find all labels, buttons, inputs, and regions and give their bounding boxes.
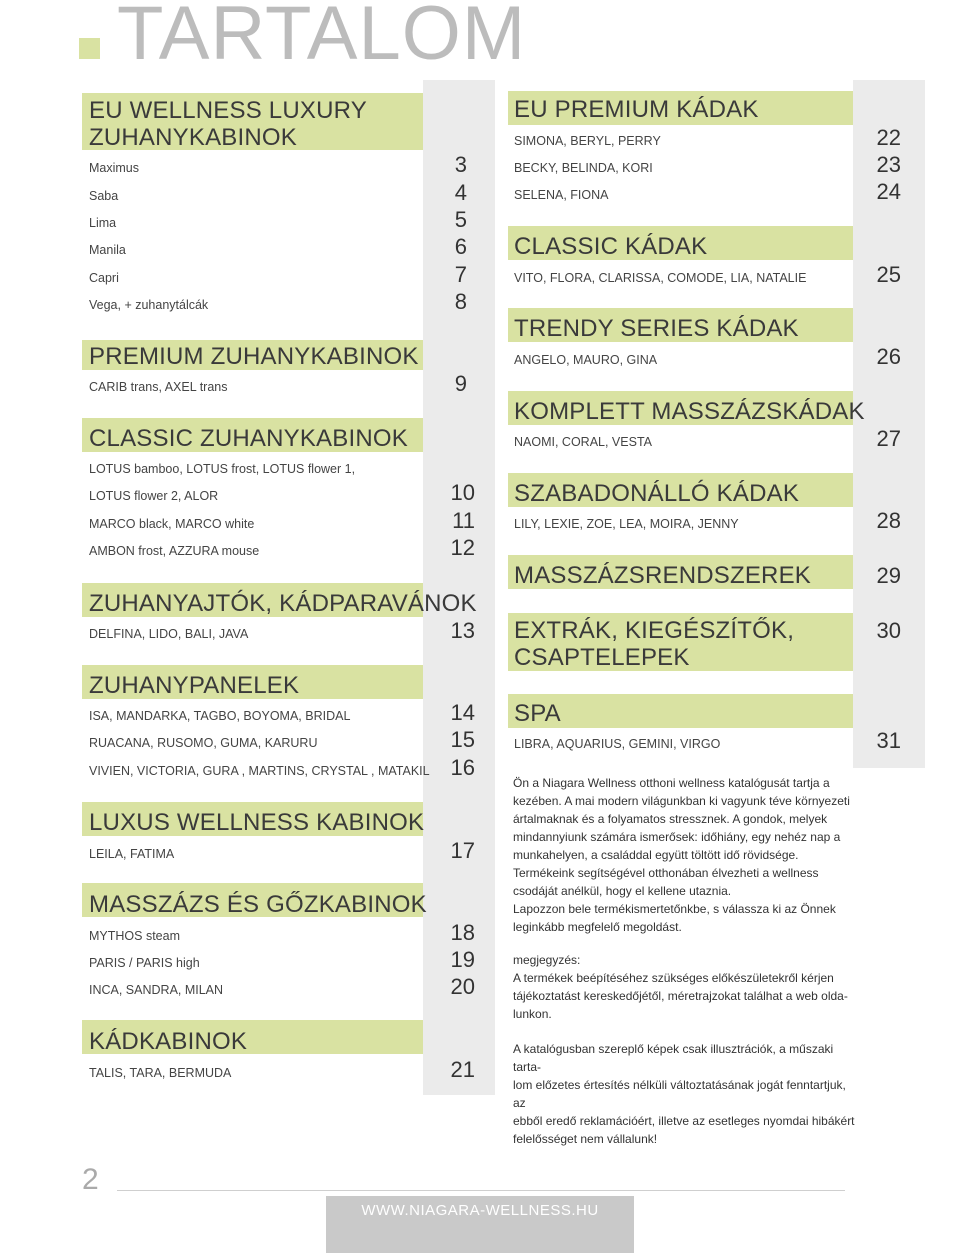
section-heading: ZUHANYKABINOK [89,124,297,151]
text-line: kezében. A mai modern világunkban ki vagyunk téve környezeti [513,794,850,808]
page-ref: 3 [454,152,467,177]
toc-item: Saba [89,189,119,203]
toc-item: TALIS, TARA, BERMUDA [89,1066,232,1080]
toc-item: BECKY, BELINDA, KORI [514,161,653,175]
page-ref: 14 [450,700,475,725]
text-line: Lapozzon bele termékismertetőnkbe, s válassza ki az Önnek [513,902,836,916]
section-heading: EU WELLNESS LUXURY [89,97,367,124]
page-ref: 11 [452,508,475,533]
page-number: 2 [82,1163,99,1196]
text-line: csodáját anélkül, hogy el kellene utaznia. [513,884,732,898]
section-heading: SZABADONÁLLÓ KÁDAK [514,480,800,507]
page-ref: 20 [450,974,475,999]
toc-item: Lima [89,216,117,230]
toc-item: Maximus [89,161,140,175]
title-square-icon [79,38,100,59]
footer-url[interactable]: WWW.NIAGARA-WELLNESS.HU [326,1196,634,1253]
section-heading: LUXUS WELLNESS KABINOK [89,809,425,836]
page-ref: 30 [876,618,901,643]
intro-paragraph [513,774,858,936]
toc-item: SIMONA, BERYL, PERRY [514,134,661,148]
page-ref: 6 [454,234,467,259]
page-ref: 8 [454,289,467,314]
note-label: megjegyzés: [513,953,581,967]
toc-item: SELENA, FIONA [514,188,609,202]
page-ref: 27 [876,426,901,451]
disclaimer-paragraph [513,1040,858,1148]
note-paragraph [513,951,858,1023]
toc-item: Capri [89,271,119,285]
text-line: ebből eredő reklamációért, illetve az esetleges nyomdai hibákért [513,1114,855,1128]
section-heading: ZUHANYPANELEK [89,672,300,699]
section-heading: CLASSIC ZUHANYKABINOK [89,425,408,452]
toc-item: LOTUS bamboo, LOTUS frost, LOTUS flower 1, [89,462,356,476]
section-heading: PREMIUM ZUHANYKABINOK [89,343,419,370]
page-ref: 4 [454,180,467,205]
toc-item: LIBRA, AQUARIUS, GEMINI, VIRGO [514,737,721,751]
page-ref: 17 [450,838,475,863]
page-ref: 9 [454,371,467,396]
page-ref: 22 [876,125,901,150]
toc-item: Vega, + zuhanytálcák [89,298,209,312]
page-ref: 5 [454,207,467,232]
page-title: TARTALOM [117,0,527,76]
text-line: felelősséget nem vállalunk! [513,1132,658,1146]
page-ref: 31 [876,728,901,753]
section-heading: CSAPTELEPEK [514,644,690,671]
toc-item: NAOMI, CORAL, VESTA [514,435,652,449]
text-line: ártalmaknak és a folyamatos stressznek. A gondok, melyek [513,812,828,826]
page-ref: 25 [876,262,901,287]
page-ref: 16 [450,755,475,780]
section-heading: MASSZÁZSRENDSZEREK [514,562,811,589]
text-line: tájékoztatást kereskedőjétől, méretrajzokat találhat a web olda- [513,989,848,1003]
text-line: A termékek beépítéséhez szükséges előkészületekről kérjen [513,971,834,985]
toc-item: PARIS / PARIS high [89,956,200,970]
section-heading: EXTRÁK, KIEGÉSZÍTŐK, [514,617,795,644]
toc-item: ISA, MANDARKA, TAGBO, BOYOMA, BRIDAL [89,709,351,723]
page-ref: 24 [876,179,901,204]
section-heading: KOMPLETT MASSZÁZSKÁDAK [514,398,865,425]
text-line: Termékeink segítségével otthonában élvezheti a wellness [513,866,819,880]
page-ref: 15 [450,727,475,752]
footer-divider [117,1190,845,1191]
page-ref: 21 [450,1057,475,1082]
page-ref: 19 [450,947,475,972]
section-heading: MASSZÁZS ÉS GŐZKABINOK [89,891,427,918]
section-heading: SPA [514,700,561,727]
toc-item: VIVIEN, VICTORIA, GURA , MARTINS, CRYSTAL , MATAKIL [89,764,430,778]
page-ref: 12 [450,535,475,560]
toc-item: DELFINA, LIDO, BALI, JAVA [89,627,249,641]
text-line: lunkon. [513,1007,552,1021]
toc-item: MARCO black, MARCO white [89,517,255,531]
text-line: mindannyiunk számára ismerősek: időhiány, egy nehéz nap a [513,830,841,844]
text-line: A katalógusban szereplő képek csak illusztrációk, a műszaki tarta- [513,1042,834,1074]
page-ref: 28 [876,508,901,533]
section-heading: KÁDKABINOK [89,1028,248,1055]
section-heading: TRENDY SERIES KÁDAK [514,315,799,342]
toc-item: Manila [89,243,126,257]
toc-item: MYTHOS steam [89,929,180,943]
toc-item: RUACANA, RUSOMO, GUMA, KARURU [89,736,318,750]
toc-item: LILY, LEXIE, ZOE, LEA, MOIRA, JENNY [514,517,739,531]
page-ref: 29 [876,563,901,588]
section-heading: ZUHANYAJTÓK, KÁDPARAVÁNOK [89,590,477,617]
toc-item: LOTUS flower 2, ALOR [89,489,219,503]
page-ref: 23 [876,152,901,177]
section-heading: CLASSIC KÁDAK [514,233,708,260]
toc-item: AMBON frost, AZZURA mouse [89,544,260,558]
page-ref: 10 [450,480,475,505]
page-ref: 18 [450,920,475,945]
page-ref: 7 [454,262,467,287]
section-heading: EU PREMIUM KÁDAK [514,96,759,123]
text-line: lom előzetes értesítés nélküli változtatásának jogát fenntartjuk, az [513,1078,846,1110]
toc-item: VITO, FLORA, CLARISSA, COMODE, LIA, NATALIE [514,271,807,285]
page-ref: 13 [450,618,475,643]
toc-item: ANGELO, MAURO, GINA [514,353,658,367]
toc-item: LEILA, FATIMA [89,847,175,861]
text-line: leginkább megfelelő megoldást. [513,920,682,934]
text-line: Ön a Niagara Wellness otthoni wellness katalógusát tartja a [513,776,830,790]
page-ref: 26 [876,344,901,369]
toc-item: CARIB trans, AXEL trans [89,380,228,394]
toc-item: INCA, SANDRA, MILAN [89,983,224,997]
text-line: munkahelyen, a családdal együtt töltött idő rövidsége. [513,848,799,862]
